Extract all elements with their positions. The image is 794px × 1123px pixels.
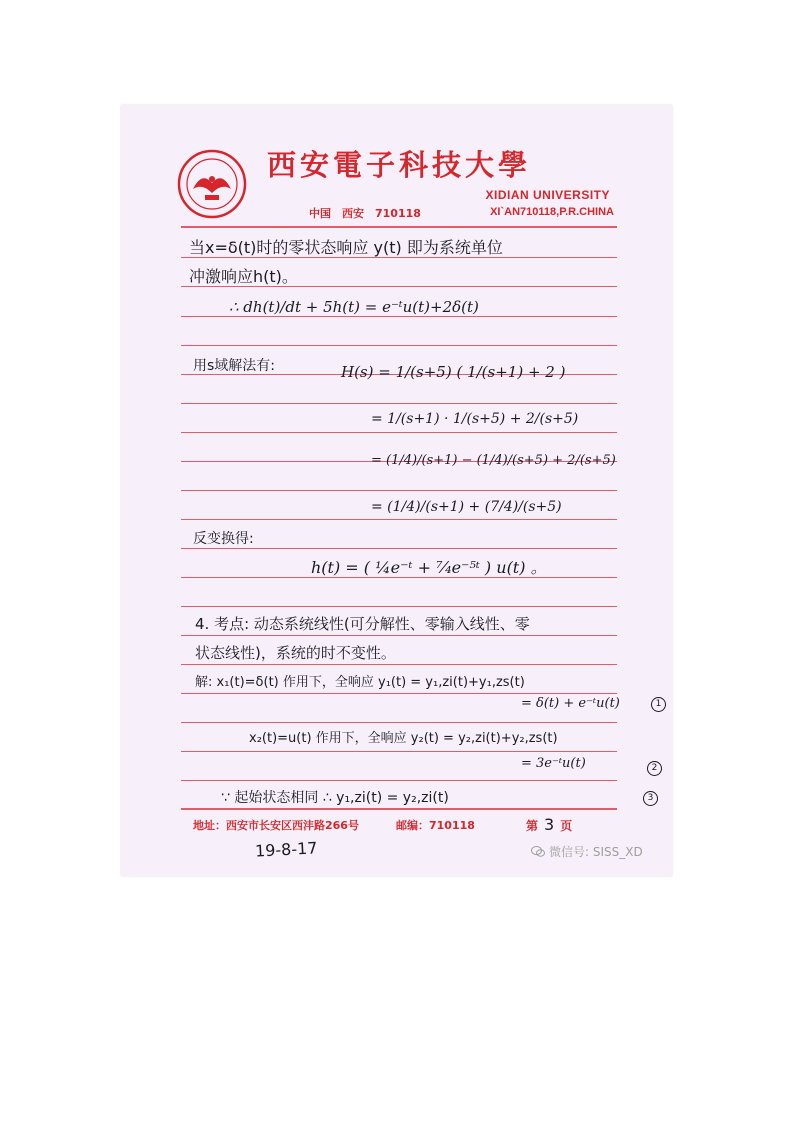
- page-suffix: 页: [560, 819, 573, 833]
- handwritten-equation: ∴ dh(t)/dt + 5h(t) = e⁻ᵗu(t)+2δ(t): [229, 298, 479, 316]
- footer-postcode: 邮编：710118: [396, 819, 475, 832]
- ruled-line: [181, 722, 617, 723]
- handwritten-line: ∵ 起始状态相同 ∴ y₁,zi(t) = y₂,zi(t): [221, 790, 449, 806]
- handwritten-line: 用s域解法有:: [193, 358, 276, 374]
- handwritten-equation: H(s) = 1/(s+5) ( 1/(s+1) + 2 ): [341, 363, 566, 381]
- watermark-text: 微信号: SISS_XD: [549, 845, 643, 859]
- footer-page: [526, 815, 572, 834]
- handwritten-line: x₂(t)=u(t) 作用下，全响应 y₂(t) = y₂,zi(t)+y₂,zs(t): [249, 731, 558, 746]
- letter-sheet: [121, 105, 672, 876]
- ruled-line: [181, 490, 617, 491]
- ruled-line: [181, 316, 617, 317]
- ruled-line: [181, 780, 617, 781]
- ruled-line: [181, 693, 617, 694]
- handwritten-equation: = δ(t) + e⁻ᵗu(t): [521, 696, 620, 711]
- handwritten-line: 4. 考点: 动态系统线性(可分解性、零输入线性、零: [195, 615, 530, 633]
- ruled-line: [181, 519, 617, 520]
- handwritten-date: 19-8-17: [254, 838, 318, 861]
- university-seal-logo: [177, 149, 247, 219]
- header-rule: [181, 226, 617, 228]
- watermark: [531, 843, 643, 860]
- handwritten-equation: = (1/4)/(s+1) − (1/4)/(s+5) + 2/(s+5): [371, 453, 616, 468]
- address-en: XI`AN710118,P.R.CHINA: [490, 206, 614, 218]
- wechat-icon: [531, 846, 545, 857]
- handwritten-line: 反变换得:: [193, 531, 254, 547]
- handwritten-equation: = (1/4)/(s+1) + (7/4)/(s+5): [371, 499, 562, 515]
- handwritten-line: 当x=δ(t)时的零状态响应 y(t) 即为系统单位: [189, 238, 503, 257]
- footer-rule: [181, 808, 617, 810]
- handwritten-equation: h(t) = ( ¼e⁻ᵗ + ⁷⁄₄e⁻⁵ᵗ ) u(t) 。: [311, 558, 547, 577]
- ruled-line: [181, 548, 617, 549]
- handwritten-line: 状态线性)，系统的时不变性。: [195, 644, 396, 662]
- ruled-line: [181, 635, 617, 636]
- ruled-line: [181, 606, 617, 607]
- university-name-cn: 西安電子科技大學: [267, 148, 532, 182]
- equation-mark: 1: [651, 697, 666, 712]
- page-prefix: 第: [526, 819, 539, 833]
- handwritten-equation: = 1/(s+1) · 1/(s+5) + 2/(s+5): [371, 411, 579, 427]
- ruled-line: [181, 403, 617, 404]
- equation-mark: 2: [647, 761, 662, 776]
- ruled-line: [181, 345, 617, 346]
- equation-mark: 3: [643, 791, 658, 806]
- ruled-line: [181, 751, 617, 752]
- handwritten-line: 冲激响应h(t)。: [189, 267, 298, 286]
- ruled-line: [181, 432, 617, 433]
- university-name-en: XIDIAN UNIVERSITY: [485, 188, 610, 202]
- address-cn: 中国 西安 710118: [309, 207, 421, 220]
- footer-address: 地址：西安市长安区西沣路266号: [193, 819, 359, 832]
- page-number: 3: [544, 815, 555, 834]
- ruled-line: [181, 664, 617, 665]
- handwritten-equation: = 3e⁻ᵗu(t): [521, 756, 586, 771]
- handwritten-line: 解: x₁(t)=δ(t) 作用下，全响应 y₁(t) = y₁,zi(t)+y₁,zs(t): [195, 675, 525, 690]
